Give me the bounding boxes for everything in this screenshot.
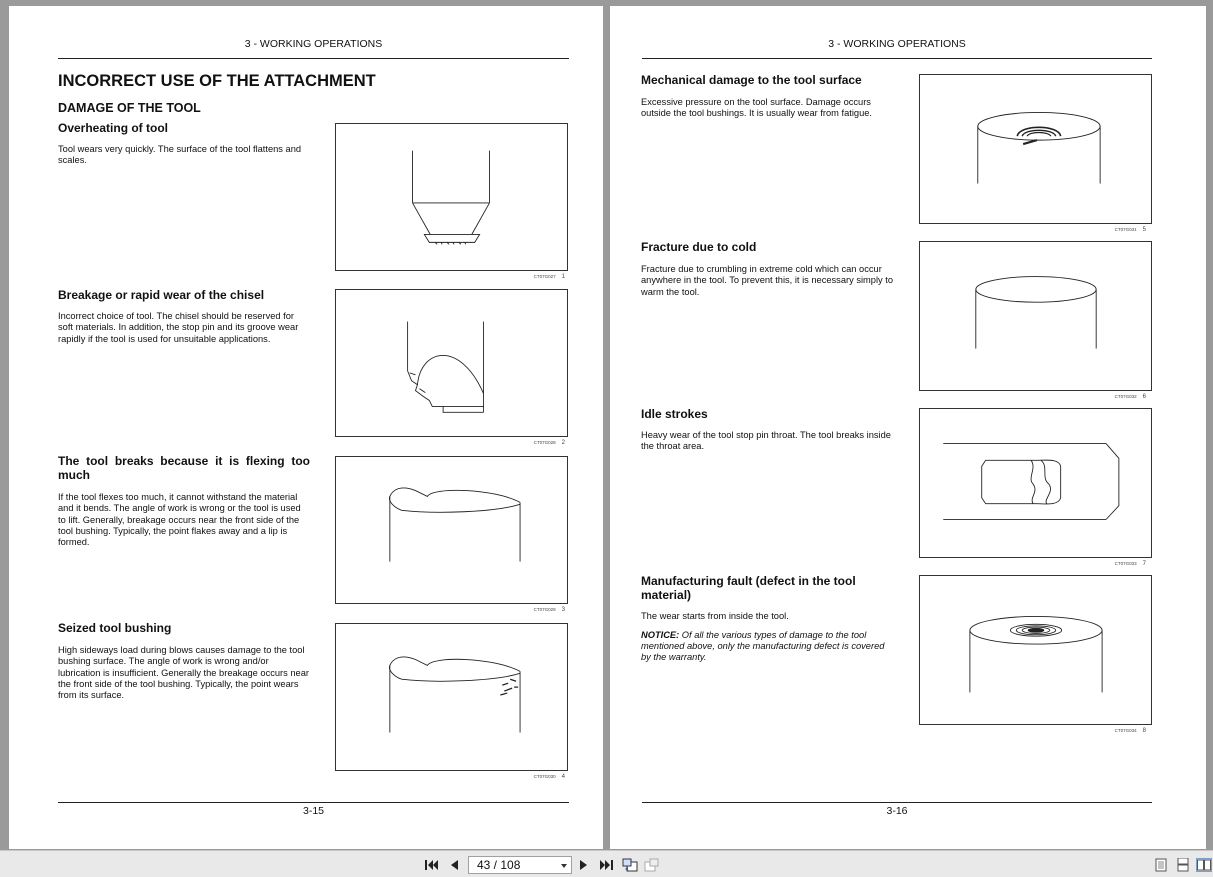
previous-page-button[interactable]	[446, 858, 462, 872]
section-body: The wear starts from inside the tool.	[641, 611, 789, 621]
section-heading: Breakage or rapid wear of the chisel	[58, 288, 265, 302]
document-page-left	[9, 6, 603, 849]
first-page-icon	[425, 859, 439, 871]
figure-caption: CT07G029 3	[533, 607, 565, 613]
figure-caption: CT07G033 7	[1114, 561, 1146, 567]
notice-label: NOTICE:	[641, 630, 680, 640]
page-number: 3-16	[886, 805, 908, 817]
figure-caption: CT07G032 6	[1114, 394, 1146, 400]
facing-pages-view-icon	[1197, 859, 1211, 871]
go-back-view-button[interactable]	[622, 858, 638, 872]
section-body: Heavy wear of the tool stop pin throat. The tool breaks inside the throat area.	[641, 430, 891, 452]
page-number: 3-15	[302, 805, 324, 817]
section-heading: Manufacturing fault (defect in the tool material)	[641, 574, 856, 602]
running-header: 3 - WORKING OPERATIONS	[244, 38, 383, 50]
figure-material-defect	[919, 575, 1152, 725]
figure-surface-damage	[919, 74, 1152, 224]
page-number-input[interactable]	[468, 856, 572, 874]
go-forward-view-button[interactable]	[644, 858, 660, 872]
first-page-button[interactable]	[424, 858, 440, 872]
continuous-view-icon	[1177, 858, 1189, 872]
continuous-view-button[interactable]	[1175, 858, 1191, 872]
footer-rule	[642, 802, 1152, 803]
section-body: Excessive pressure on the tool surface. Damage occurs outside the tool bushings. It is usually wear from fatigue.	[641, 97, 872, 119]
section-heading: Fracture due to cold	[641, 240, 757, 254]
section-body: Incorrect choice of tool. The chisel should be reserved for soft materials. In addition, the stop pin and its groove wear rapidly if the tool is used for unsuitable applications.	[58, 311, 299, 344]
previous-page-icon	[449, 859, 459, 871]
warranty-notice	[641, 630, 893, 663]
running-header: 3 - WORKING OPERATIONS	[828, 38, 966, 50]
section-subtitle: DAMAGE OF THE TOOL	[58, 101, 201, 115]
figure-caption: CT07G028 2	[533, 440, 565, 446]
go-forward-view-icon	[644, 858, 660, 872]
single-page-view-button[interactable]	[1153, 858, 1169, 872]
page-title: INCORRECT USE OF THE ATTACHMENT	[58, 72, 376, 90]
footer-rule	[58, 802, 569, 803]
header-rule	[58, 58, 569, 59]
single-page-view-icon	[1155, 858, 1167, 872]
section-heading: Idle strokes	[641, 407, 708, 421]
last-page-icon	[599, 859, 613, 871]
figure-flexed-tool	[335, 456, 568, 604]
figure-caption: CT07G031 5	[1114, 227, 1146, 233]
figure-broken-chisel	[335, 289, 568, 437]
figure-seized-bushing	[335, 623, 568, 771]
header-rule	[642, 58, 1152, 59]
figure-cold-fracture	[919, 241, 1152, 391]
section-body: Fracture due to crumbling in extreme cold which can occur anywhere in the tool. To prevent this, it is necessary simply to warm the tool.	[641, 264, 893, 297]
section-body: Tool wears very quickly. The surface of the tool flattens and scales.	[58, 144, 302, 166]
next-page-button[interactable]	[576, 858, 592, 872]
section-heading: The tool breaks because it is flexing too much	[58, 454, 310, 482]
section-body: If the tool flexes too much, it cannot withstand the material and it bends. The angle of work is wrong or the tool is used to lift. Generally, breakage occurs near the front side of the tool bushing. Typically, the point flakes away and a lip is formed.	[58, 492, 301, 548]
document-page-right	[610, 6, 1206, 849]
notice-text: Of all the various types of damage to the tool mentioned above, only the manufacturing defect is covered by the warranty.	[641, 630, 885, 662]
section-heading: Overheating of tool	[58, 121, 169, 135]
page-indicator: 43 / 108	[477, 858, 521, 872]
figure-overheated-tool	[335, 123, 568, 271]
figure-caption: CT07G027 1	[533, 274, 565, 280]
figure-caption: CT07G030 4	[533, 774, 565, 780]
viewer-toolbar	[0, 850, 1213, 877]
figure-idle-strokes	[919, 408, 1152, 558]
next-page-icon	[579, 859, 589, 871]
section-body: High sideways load during blows causes damage to the tool bushing surface. The angle of work is wrong and/or lubrication is insufficient. Generally the breakage occurs near the front side of the tool bushing. Typically, the point wears from its surface.	[58, 645, 309, 701]
section-heading: Mechanical damage to the tool surface	[641, 73, 862, 87]
section-heading: Seized tool bushing	[58, 621, 172, 635]
figure-caption: CT07G034 8	[1114, 728, 1146, 734]
last-page-button[interactable]	[598, 858, 614, 872]
go-back-view-icon	[622, 858, 638, 872]
facing-pages-view-button[interactable]	[1196, 858, 1212, 872]
chevron-down-icon[interactable]	[561, 864, 567, 868]
